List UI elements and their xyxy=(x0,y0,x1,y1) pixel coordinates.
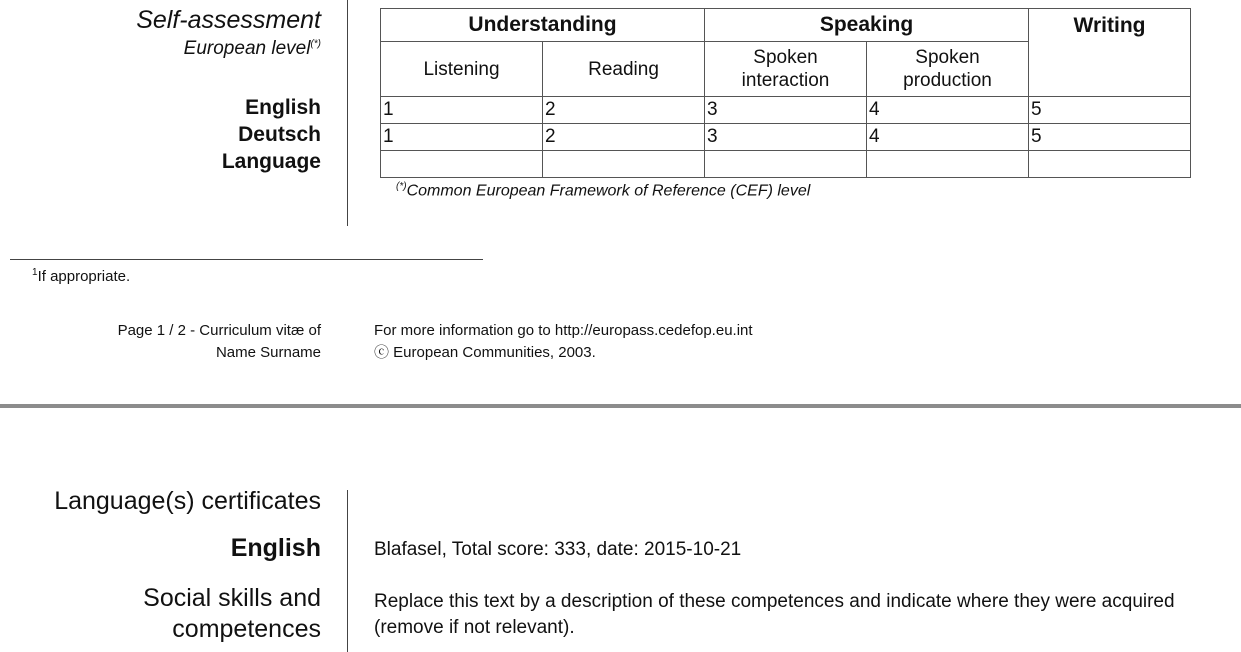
language-label-deutsch: Deutsch xyxy=(238,123,321,146)
table-cell: 1 xyxy=(381,124,543,151)
table-row xyxy=(381,151,1191,178)
table-cell: 5 xyxy=(1029,124,1191,151)
page-number-line: Page 1 / 2 - Curriculum vitæ of xyxy=(117,322,321,339)
social-skills-text: Replace this text by a description of these competences and indicate where they were acquired (remove if not relevant). xyxy=(374,591,1175,638)
table-row xyxy=(381,97,1191,124)
language-label-english: English xyxy=(245,96,321,119)
certificates-heading: Language(s) certificates xyxy=(54,487,321,515)
cef-footnote: (*)Common European Framework of Reference (CEF) level xyxy=(396,181,811,200)
page-footer-right xyxy=(374,320,753,364)
footnote-rule xyxy=(10,259,483,260)
table-cell: 3 xyxy=(705,97,867,124)
europass-info-link[interactable]: For more information go to http://europass.cedefop.eu.int xyxy=(374,322,753,339)
header-speaking: Speaking xyxy=(705,9,1029,42)
table-cell xyxy=(543,151,705,178)
cv-owner-name: Name Surname xyxy=(215,344,321,361)
certificate-details: Blafasel, Total score: 333, date: 2015-10-21 xyxy=(374,539,742,560)
table-cell xyxy=(381,151,543,178)
footnote: $^1$If appropriate. xyxy=(32,267,131,285)
header-writing: Writing xyxy=(1029,9,1191,97)
table-cell: 2 xyxy=(543,97,705,124)
social-skills-heading: Social skills and competences xyxy=(143,584,321,643)
european-level-label: European level(*) xyxy=(183,38,321,59)
column-divider-top xyxy=(347,0,348,226)
subheader-reading: Reading xyxy=(543,42,705,97)
table-cell xyxy=(867,151,1029,178)
table-cell: 2 xyxy=(543,124,705,151)
table-cell: 4 xyxy=(867,97,1029,124)
subheader-listening: Listening xyxy=(381,42,543,97)
table-row xyxy=(381,124,1191,151)
certificate-language: English xyxy=(230,534,321,562)
page-footer-left xyxy=(60,320,321,364)
page-separator xyxy=(0,404,1241,408)
table-cell: 5 xyxy=(1029,97,1191,124)
header-understanding: Understanding xyxy=(381,9,705,42)
language-levels-table xyxy=(380,8,1191,178)
copyright-line: ⓒ European Communities, 2003. xyxy=(374,344,596,361)
table-header-row xyxy=(381,9,1191,42)
table-cell: 4 xyxy=(867,124,1029,151)
table-cell xyxy=(705,151,867,178)
table-cell: 3 xyxy=(705,124,867,151)
column-divider-bottom xyxy=(347,490,348,652)
self-assessment-title: Self-assessment xyxy=(136,6,321,34)
subheader-spoken-production: Spoken production xyxy=(867,42,1029,97)
subheader-spoken-interaction: Spoken interaction xyxy=(705,42,867,97)
language-label-other: Language xyxy=(221,150,321,173)
table-cell xyxy=(1029,151,1191,178)
table-cell: 1 xyxy=(381,97,543,124)
